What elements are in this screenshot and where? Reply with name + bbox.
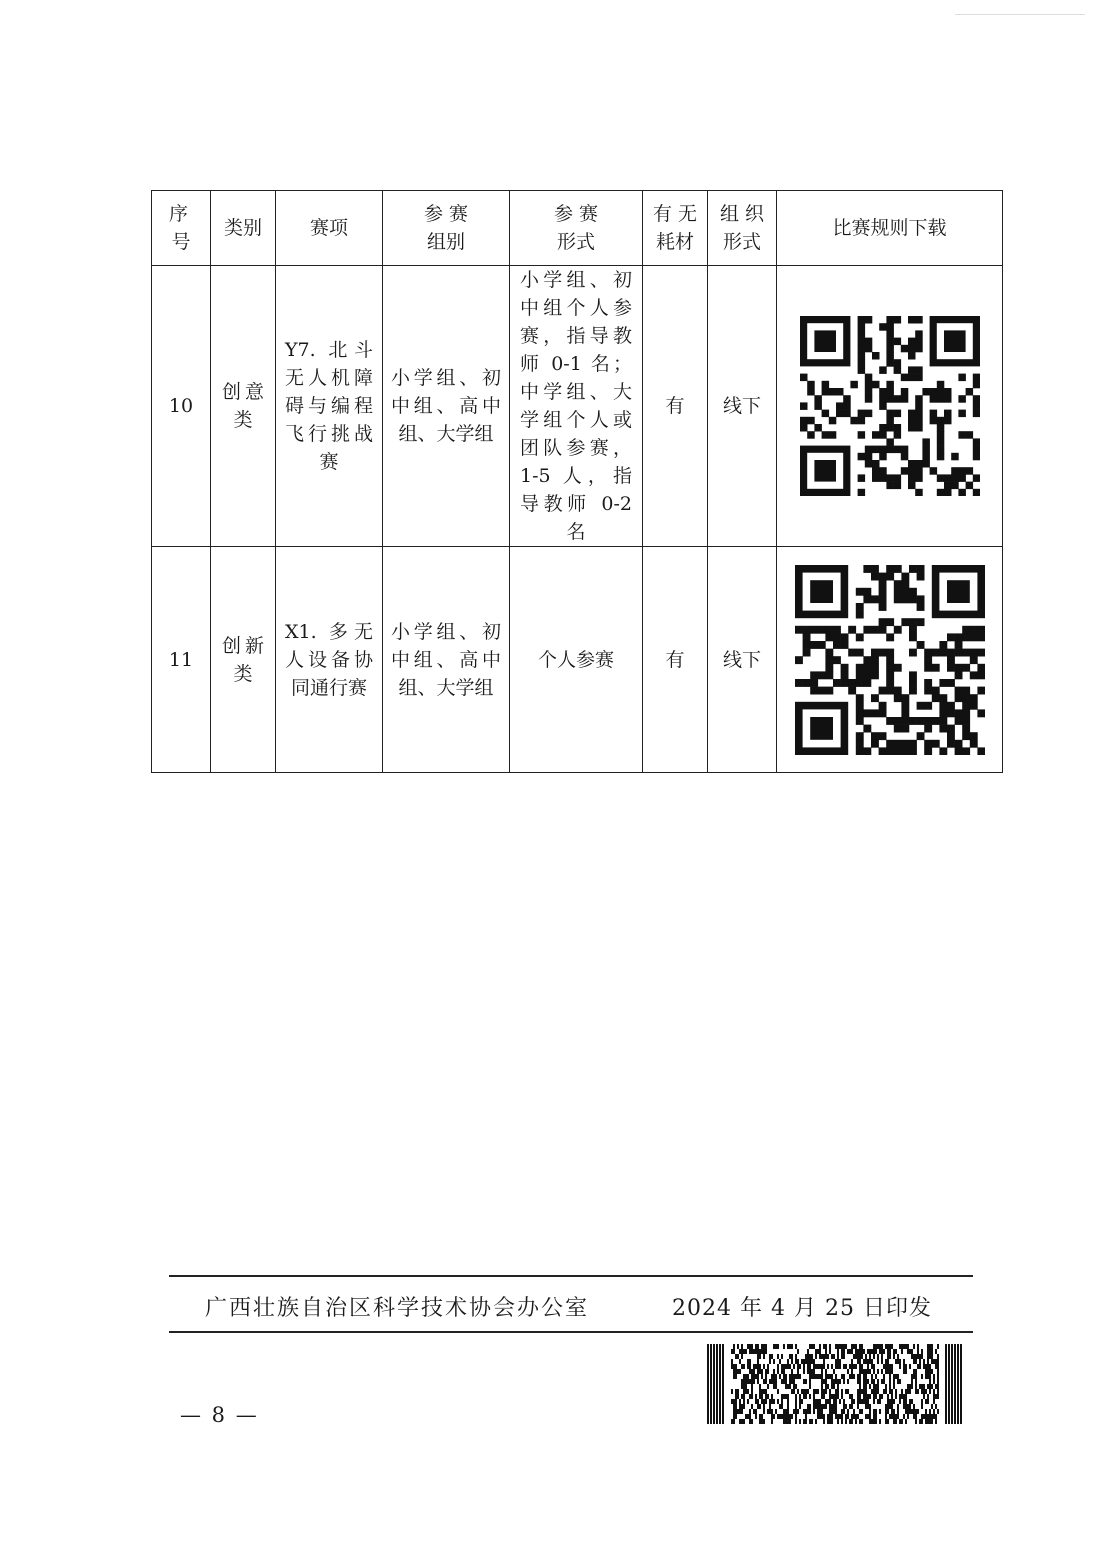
scan-artifact-line (955, 14, 1085, 15)
cell-format: 小学组、初中组个人参赛，指导教师 0-1 名；中学组、大学组个人或团队参赛，1-5 人，指导教师 0-2 名 (510, 266, 643, 547)
footer-date: 2024 年 4 月 25 日印发 (672, 1296, 932, 1321)
header-format: 参赛形式 (510, 191, 643, 266)
header-no: 序号 (152, 191, 211, 266)
cell-no: 11 (152, 547, 211, 773)
header-category: 类别 (211, 191, 276, 266)
header-organization: 组织形式 (708, 191, 777, 266)
footer-bottom-rule (169, 1331, 973, 1333)
cell-rules-download (777, 266, 1003, 547)
header-rules-download: 比赛规则下载 (777, 191, 1003, 266)
cell-event: X1. 多无人设备协同通行赛 (276, 547, 383, 773)
table-row (152, 266, 1003, 547)
cell-materials: 有 (643, 547, 708, 773)
cell-rules-download (777, 547, 1003, 773)
header-group: 参赛组别 (383, 191, 510, 266)
header-event: 赛项 (276, 191, 383, 266)
cell-event: Y7. 北斗无人机障碍与编程飞行挑战赛 (276, 266, 383, 547)
page-number: — 8 — (180, 1403, 259, 1427)
cell-category: 创新类 (211, 547, 276, 773)
table-header-row (152, 191, 1003, 266)
competition-table (151, 190, 1003, 773)
cell-group: 小学组、初中组、高中组、大学组 (383, 266, 510, 547)
cell-no: 10 (152, 266, 211, 547)
barcode-icon (707, 1344, 963, 1424)
cell-organization: 线下 (708, 547, 777, 773)
table-row (152, 547, 1003, 773)
cell-format: 个人参赛 (510, 547, 643, 773)
qr-code-icon[interactable] (795, 565, 985, 755)
cell-category: 创意类 (211, 266, 276, 547)
footer-top-rule (169, 1275, 973, 1277)
footer-issuer: 广西壮族自治区科学技术协会办公室 (205, 1296, 590, 1321)
header-materials: 有无耗材 (643, 191, 708, 266)
cell-organization: 线下 (708, 266, 777, 547)
cell-group: 小学组、初中组、高中组、大学组 (383, 547, 510, 773)
qr-code-icon[interactable] (800, 316, 980, 496)
cell-materials: 有 (643, 266, 708, 547)
